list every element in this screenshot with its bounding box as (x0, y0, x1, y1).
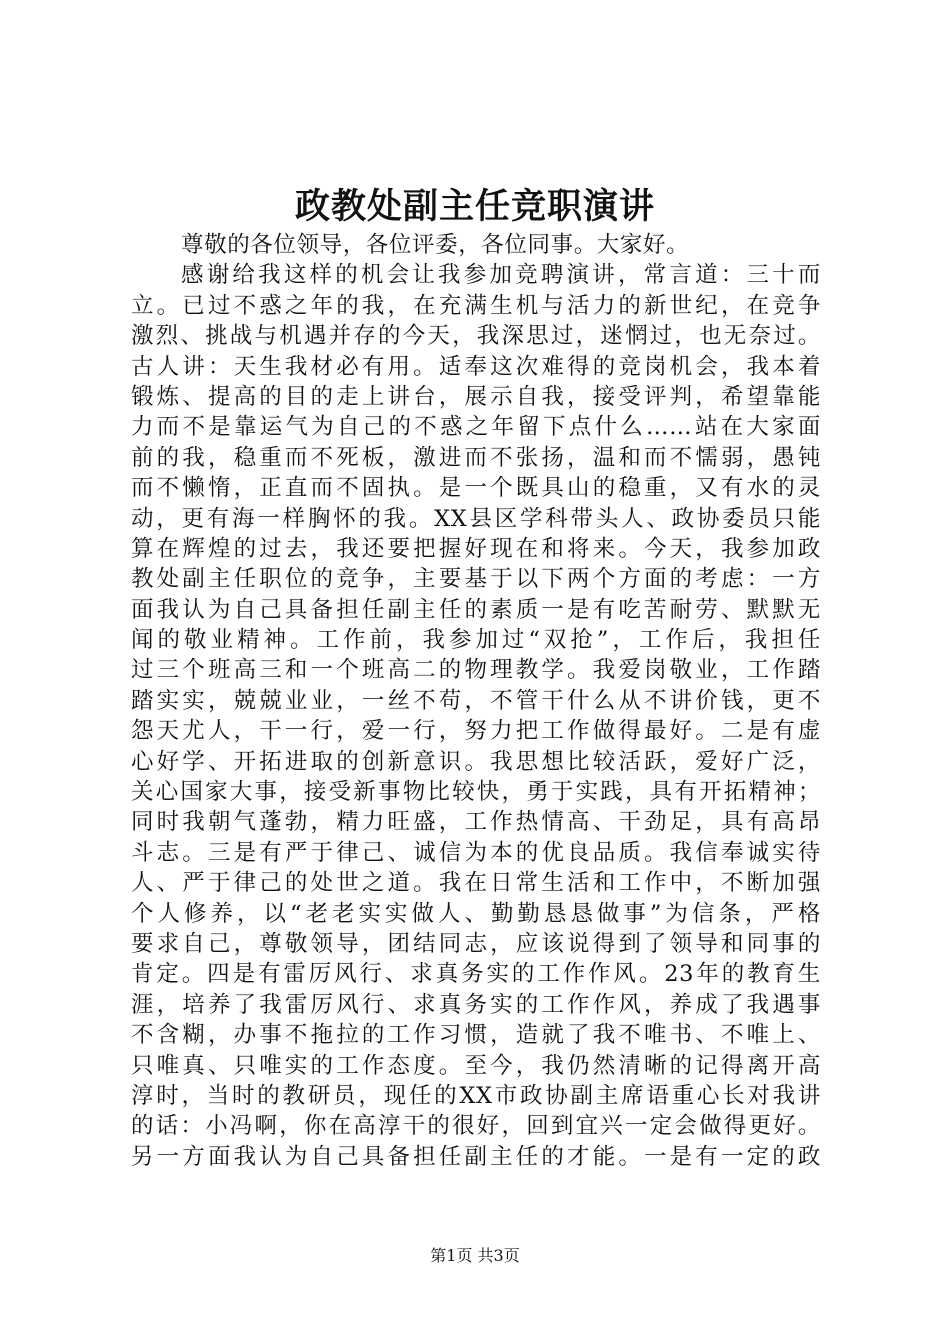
body-line: 的话：小冯啊，你在高淳干的很好，回到宜兴一定会做得更好。 (131, 1113, 821, 1140)
body-line: 怨天尤人，干一行，爱一行，努力把工作做得最好。二是有虚 (131, 718, 821, 745)
body-line: 斗志。三是有严于律己、诚信为本的优良品质。我信奉诚实待 (131, 839, 821, 866)
body-line: 要求自己，尊敬领导，团结同志，应该说得到了领导和同事的 (131, 930, 821, 957)
body-line: 闻的敬业精神。工作前，我参加过“双抢”，工作后，我担任 (131, 627, 821, 654)
body-line: 力而不是靠运气为自己的不惑之年留下点什么……站在大家面 (131, 414, 821, 441)
document-title: 政教处副主任竞职演讲 (294, 186, 655, 227)
body-line: 肯定。四是有雷厉风行、求真务实的工作作风。23年的教育生 (131, 961, 821, 988)
body-line: 尊敬的各位领导，各位评委，各位同事。大家好。 (181, 232, 690, 258)
body-line: 感谢给我这样的机会让我参加竞聘演讲，常言道：三十而 (181, 262, 821, 289)
body-line: 涯，培养了我雷厉风行、求真务实的工作作风，养成了我遇事 (131, 991, 821, 1018)
body-line: 锻炼、提高的目的走上讲台，展示自我，接受评判，希望靠能 (131, 383, 821, 410)
body-line: 个人修养，以“老老实实做人、勤勤恳恳做事”为信条，严格 (131, 900, 821, 927)
body-line: 前的我，稳重而不死板，激进而不张扬，温和而不懦弱，愚钝 (131, 444, 821, 471)
body-line: 不含糊，办事不拖拉的工作习惯，造就了我不唯书、不唯上、 (131, 1022, 821, 1049)
page-footer: 第1页 共3页 (430, 1246, 520, 1265)
body-line: 踏实实，兢兢业业，一丝不苟，不管干什么从不讲价钱，更不 (131, 687, 821, 714)
body-line: 激烈、挑战与机遇并存的今天，我深思过，迷惘过，也无奈过。 (131, 323, 821, 350)
body-line: 另一方面我认为自己具备担任副主任的才能。一是有一定的政 (131, 1143, 821, 1170)
body-line: 动，更有海一样胸怀的我。XX县区学科带头人、政协委员只能 (131, 505, 821, 532)
body-line: 面我认为自己具备担任副主任的素质一是有吃苦耐劳、默默无 (131, 596, 821, 623)
body-line: 古人讲：天生我材必有用。适奉这次难得的竞岗机会，我本着 (131, 353, 821, 380)
body-line: 过三个班高三和一个班高二的物理教学。我爱岗敬业，工作踏 (131, 657, 821, 684)
body-line: 心好学、开拓进取的创新意识。我思想比较活跃，爱好广泛， (131, 748, 821, 775)
body-line: 算在辉煌的过去，我还要把握好现在和将来。今天，我参加政 (131, 535, 821, 562)
body-line: 淳时，当时的教研员，现任的XX市政协副主席语重心长对我讲 (131, 1082, 821, 1109)
body-line: 关心国家大事，接受新事物比较快，勇于实践，具有开拓精神； (131, 779, 821, 806)
body-line: 只唯真、只唯实的工作态度。至今，我仍然清晰的记得离开高 (131, 1052, 821, 1079)
body-line: 人、严于律己的处世之道。我在日常生活和工作中，不断加强 (131, 870, 821, 897)
body-line: 而不懒惰，正直而不固执。是一个既具山的稳重，又有水的灵 (131, 475, 821, 502)
body-line: 立。已过不惑之年的我，在充满生机与活力的新世纪，在竞争 (131, 292, 821, 319)
body-line: 教处副主任职位的竞争，主要基于以下两个方面的考虑：一方 (131, 566, 821, 593)
document-body (131, 230, 821, 1172)
body-line: 同时我朝气蓬勃，精力旺盛，工作热情高、干劲足，具有高昂 (131, 809, 821, 836)
